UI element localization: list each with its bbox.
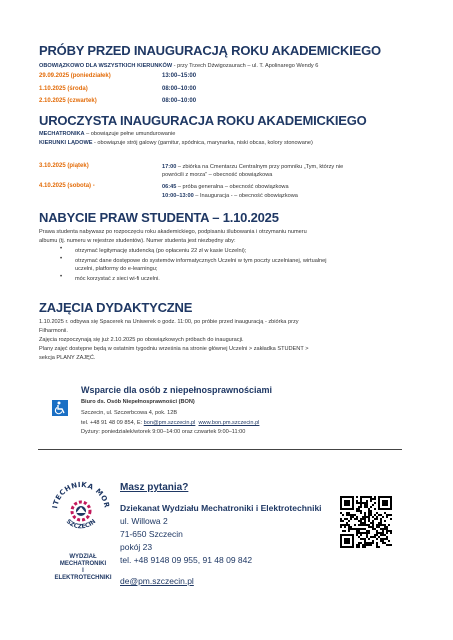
rehearsals-intro-bold: OBOWIĄZKOWO DLA WSZYSTKICH KIERUNKÓW [39,63,173,69]
inauguration-day-2-desc-2: – Inauguracja - – obecność obowiązkowa [193,193,298,199]
rehearsals-title: PRÓBY PRZED INAUGURACJĄ ROKU AKADEMICKIEGO [39,43,381,58]
student-rights-bullet-2: otrzymać dane dostępowe do systemów informatycznych Uczelni w tym poczty uczelnianej, wirtualnej [75,258,327,264]
inauguration-day-1-line-1 [162,163,343,171]
university-logo [49,477,113,541]
logo-faculty-line-1: WYDZIAŁ [69,554,97,560]
classes-line-3: Zajęcia rozpoczynają się już 2.10.2025 po obowiązkowych próbach do inauguracji. [39,337,244,343]
bullet-dot: • [60,256,63,262]
support-website-link[interactable]: www.bon.pm.szczecin.pl [198,420,260,426]
inauguration-line-2 [39,139,313,147]
inauguration-day-2-line-1 [162,183,289,191]
rehearsal-time-2: 08:00–10:00 [162,86,197,92]
accessibility-icon [52,400,68,416]
contact-office: Dziekanat Wydziału Mechatroniki i Elektrotechniki [120,503,322,513]
inauguration-line-2-bold: KIERUNKI LĄDOWE [39,140,93,146]
logo-arc-text: ITECHNIKA MOR [51,480,111,510]
contact-street: ul. Willowa 2 [120,516,168,526]
inauguration-day-2-line-2 [162,192,298,200]
inauguration-day-1-time: 17:00 [162,164,177,170]
inauguration-title: UROCZYSTA INAUGURACJA ROKU AKADEMICKIEGO [39,113,367,128]
qr-code-icon[interactable] [340,496,392,548]
inauguration-line-2-rest: - obowiązuje strój galowy (garnitur, spódnica, marynarka, niski obcas, kolory stonowane) [92,140,313,146]
support-office: Biuro ds. Osób Niepełnosprawności (BON) [81,399,195,405]
svg-text:POLITECHNIKA MORSKA [49,477,111,509]
classes-line-2: Filharmonii. [39,328,68,334]
logo-faculty [53,554,113,582]
inauguration-day-2-date: 4.10.2025 (sobota) - [39,183,95,189]
support-contact-line [81,419,259,427]
inauguration-day-1-date: 3.10.2025 (piątek) [39,163,89,169]
support-email-link[interactable]: bon@pm.szczecin.pl [143,420,196,426]
classes-line-4: Plany zajęć dostępne będą w ostatnim tygodniu września na stronie głównej Uczelni > zakładka STUDENT > [39,346,309,352]
rehearsal-date-2: 1.10.2025 (środa) [39,86,88,92]
svg-text:SZCZECIN [65,518,97,530]
student-rights-bullet-1: otrzymać legitymację studencką (po opłaceniu 22 zł w kasie Uczelni); [75,248,247,254]
bullet-dot: • [60,246,63,252]
inauguration-day-2-desc-1: – próba generalna – obecność obowiązkowa [176,184,289,190]
classes-title: ZAJĘCIA DYDAKTYCZNE [39,300,193,315]
student-rights-bullet-2-cont: uczelni, platformy do e-learningu; [75,266,158,272]
rehearsal-time-3: 08:00–10:00 [162,98,197,104]
inauguration-day-2-time-2: 10:00–13:00 [162,193,194,199]
logo-bottom-text: SZCZECIN [64,518,98,531]
inauguration-line-1 [39,130,175,138]
student-rights-bullet-3: móc korzystać z sieci wi-fi uczelni. [75,276,160,282]
rehearsal-date-3: 2.10.2025 (czwartek) [39,98,97,104]
support-hours: Dyżury: poniedziałek/wtorek 9:00–14:00 oraz czwartek 9:00–11:00 [81,429,246,435]
contact-email-link[interactable]: de@pm.szczecin.pl [120,576,194,586]
inauguration-line-1-rest: – obowiązuje pełne umundurowanie [84,131,176,137]
rehearsals-intro-rest: - przy Trzech Dźwigozaurach – ul. T. Apolinarego Wendy 6 [172,63,319,69]
inauguration-day-1-line-2: powrócili z morza” – obecność obowiązkowa [162,172,273,178]
bullet-dot: • [60,274,63,280]
support-title: Wsparcie dla osób z niepełnosprawnościami [81,385,273,395]
inauguration-day-2-time-1: 06:45 [162,184,177,190]
support-tel: tel. +48 91 48 09 854, E: [81,420,144,426]
contact-question: Masz pytania? [120,482,189,493]
inauguration-day-1-desc: – zbiórka na Cmentarzu Centralnym przy pomniku „Tym, którzy nie [176,164,344,170]
divider [38,449,402,450]
classes-line-5: sekcja PLANY ZAJĘĆ. [39,355,96,361]
contact-phone: tel. +48 9148 09 955, 91 48 09 842 [120,555,253,565]
contact-room: pokój 23 [120,542,153,552]
rehearsals-intro [39,62,318,70]
contact-city: 71-650 Szczecin [120,529,183,539]
rehearsal-time-1: 13:00–15:00 [162,73,197,79]
support-address: Szczecin, ul. Szczerbcowa 4, pok. 12B [81,410,178,416]
student-rights-p1: Prawa studenta nabywasz po rozpoczęciu roku akademickiego, podpisaniu ślubowania i otrzymaniu numeru [39,229,307,235]
student-rights-p2: albumu (tj. numeru w rejestrze studentów). Numer studenta jest niezbędny aby: [39,238,236,244]
inauguration-line-1-bold: MECHATRONIKA [39,131,85,137]
rehearsal-date-1: 29.09.2025 (poniedziałek) [39,73,111,79]
logo-faculty-line-2: MECHATRONIKI [59,561,107,567]
logo-faculty-line-3: I ELEKTROTECHNIKI [54,568,112,581]
classes-line-1: 1.10.2025 r. odbywa się Spacerek na Uniwerek o godz. 11:00, po próbie przed inauguracją - zbiórka przy [39,319,299,325]
student-rights-title: NABYCIE PRAW STUDENTA – 1.10.2025 [39,210,279,225]
